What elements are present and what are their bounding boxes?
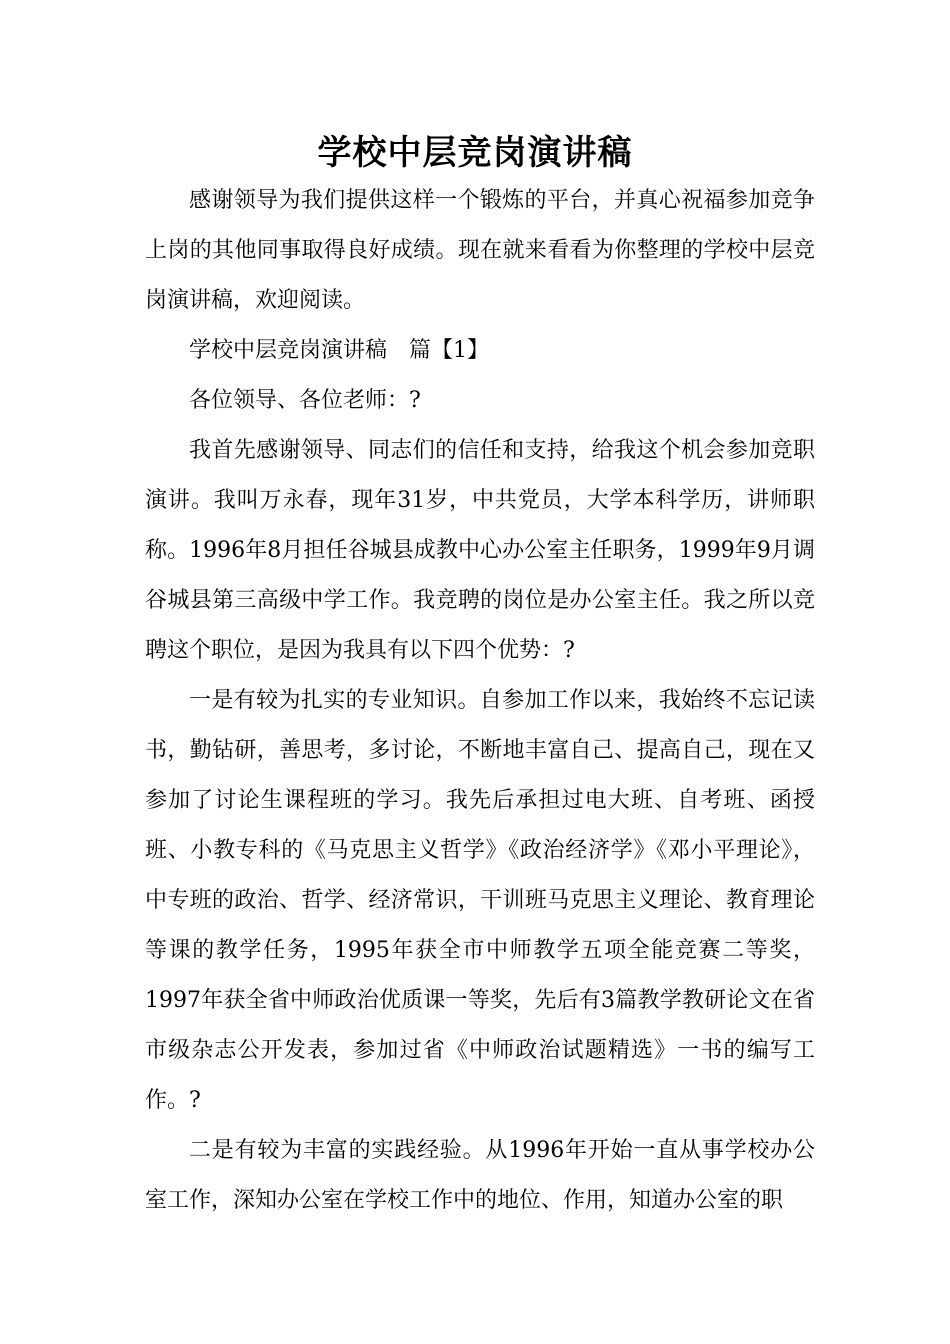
document-title: 学校中层竞岗演讲稿 (317, 133, 633, 173)
intro-paragraph: 感谢领导为我们提供这样一个锻炼的平台，并真心祝福参加竞争上岗的其他同事取得良好成绩。现在就来看看为你整理的学校中层竞岗演讲稿，欢迎阅读。 (145, 188, 815, 313)
document-body (145, 176, 815, 1226)
body-paragraph: 二是有较为丰富的实践经验。从1996年开始一直从事学校办公室工作，深知办公室在学校工作中的地位、作用，知道办公室的职 (145, 1138, 815, 1213)
section-heading: 学校中层竞岗演讲稿 篇【1】 (189, 338, 489, 363)
salutation: 各位领导、各位老师：? (189, 388, 421, 413)
body-paragraph: 一是有较为扎实的专业知识。自参加工作以来，我始终不忘记读书，勤钻研，善思考，多讨论，不断地丰富自己、提高自己，现在又参加了讨论生课程班的学习。我先后承担过电大班、自考班、函授班、小教专科的《马克思主义哲学》《政治经济学》《邓小平理论》，中专班的政治、哲学、经济常识，干训班马克思主义理论、教育理论等课的教学任务，1995年获全市中师教学五项全能竞赛二等奖，1997年获全省中师政治优质课一等奖，先后有3篇教学教研论文在省市级杂志公开发表，参加过省《中师政治试题精选》一书的编写工作。? (145, 688, 815, 1113)
body-paragraph: 我首先感谢领导、同志们的信任和支持，给我这个机会参加竞职演讲。我叫万永春，现年31岁，中共党员，大学本科学历，讲师职称。1996年8月担任谷城县成教中心办公室主任职务，1999年9月调谷城县第三高级中学工作。我竞聘的岗位是办公室主任。我之所以竞聘这个职位，是因为我具有以下四个优势：? (145, 438, 815, 663)
